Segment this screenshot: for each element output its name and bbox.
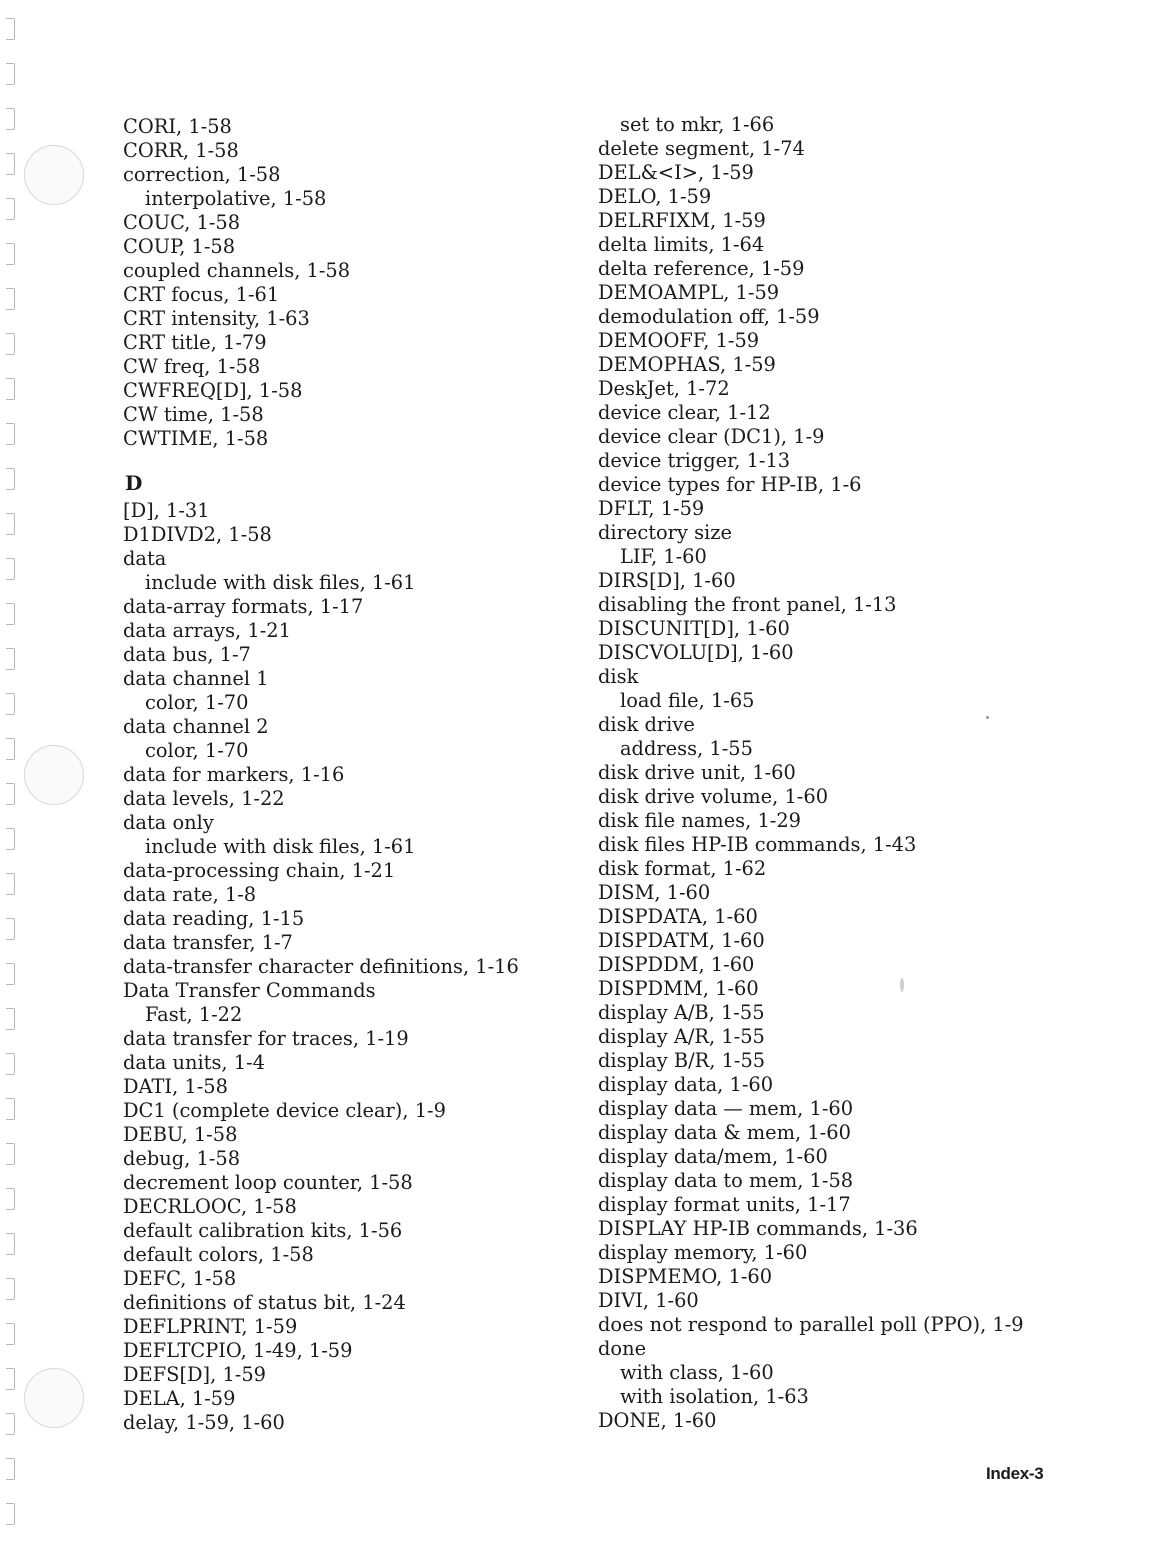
index-entry: disk drive volume, 1-60 <box>598 785 829 808</box>
index-entry: display data & mem, 1-60 <box>598 1121 851 1144</box>
index-entry: DEFLTCPIO, 1-49, 1-59 <box>123 1339 353 1362</box>
index-entry: display data/mem, 1-60 <box>598 1145 828 1168</box>
index-entry: DEFS[D], 1-59 <box>123 1363 267 1386</box>
index-entry: address, 1-55 <box>620 737 753 760</box>
index-entry: DISM, 1-60 <box>598 881 711 904</box>
index-entry: coupled channels, 1-58 <box>123 259 351 282</box>
index-entry: data channel 1 <box>123 667 269 690</box>
section-letter: D <box>125 471 143 495</box>
index-entry: disk files HP-IB commands, 1-43 <box>598 833 917 856</box>
index-entry: device clear (DC1), 1-9 <box>598 425 825 448</box>
index-entry: Data Transfer Commands <box>123 979 376 1002</box>
index-entry: disk drive <box>598 713 695 736</box>
index-entry: display format units, 1-17 <box>598 1193 851 1216</box>
index-entry: DEMOPHAS, 1-59 <box>598 353 776 376</box>
index-entry: set to mkr, 1-66 <box>620 113 775 136</box>
index-entry: DELRFIXM, 1-59 <box>598 209 766 232</box>
index-entry: data reading, 1-15 <box>123 907 305 930</box>
index-entry: DELO, 1-59 <box>598 185 712 208</box>
punch-hole <box>24 145 84 205</box>
index-entry: display B/R, 1-55 <box>598 1049 766 1072</box>
index-entry: data transfer, 1-7 <box>123 931 293 954</box>
index-entry: DEFLPRINT, 1-59 <box>123 1315 298 1338</box>
index-entry: Fast, 1-22 <box>145 1003 243 1026</box>
index-entry: DeskJet, 1-72 <box>598 377 730 400</box>
index-entry: DISPDDM, 1-60 <box>598 953 755 976</box>
index-entry: disk format, 1-62 <box>598 857 767 880</box>
index-column-left <box>123 115 553 1435</box>
index-entries-c <box>123 115 553 451</box>
index-entry: DEBU, 1-58 <box>123 1123 238 1146</box>
index-entry: does not respond to parallel poll (PPO), 1-9 <box>598 1313 1024 1336</box>
index-entry: DECRLOOC, 1-58 <box>123 1195 297 1218</box>
index-entry: definitions of status bit, 1-24 <box>123 1291 406 1314</box>
index-entry: correction, 1-58 <box>123 163 281 186</box>
index-entry: CWFREQ[D], 1-58 <box>123 379 303 402</box>
index-entry: decrement loop counter, 1-58 <box>123 1171 413 1194</box>
index-entry: DC1 (complete device clear), 1-9 <box>123 1099 446 1122</box>
index-entry: CRT title, 1-79 <box>123 331 267 354</box>
index-entry: CORR, 1-58 <box>123 139 239 162</box>
punch-hole <box>24 745 84 805</box>
index-entries-right <box>598 113 1098 1433</box>
index-column-right <box>598 113 1098 1433</box>
index-entry: data-transfer character definitions, 1-16 <box>123 955 519 978</box>
index-entry: D1DIVD2, 1-58 <box>123 523 272 546</box>
index-entry: DATI, 1-58 <box>123 1075 228 1098</box>
binder-strip <box>0 18 20 1538</box>
index-entry: debug, 1-58 <box>123 1147 241 1170</box>
index-entry: DONE, 1-60 <box>598 1409 717 1432</box>
index-entry: CWTIME, 1-58 <box>123 427 269 450</box>
index-entry: data-array formats, 1-17 <box>123 595 364 618</box>
index-entry: delta limits, 1-64 <box>598 233 765 256</box>
index-entry: CORI, 1-58 <box>123 115 232 138</box>
index-entry: interpolative, 1-58 <box>145 187 327 210</box>
index-entry: device clear, 1-12 <box>598 401 771 424</box>
index-entry: DISPDATA, 1-60 <box>598 905 758 928</box>
index-entry: COUP, 1-58 <box>123 235 236 258</box>
index-entry: default calibration kits, 1-56 <box>123 1219 403 1242</box>
index-entry: data only <box>123 811 214 834</box>
index-entry: display data — mem, 1-60 <box>598 1097 854 1120</box>
index-entry: DISCVOLU[D], 1-60 <box>598 641 794 664</box>
page-number: Index-3 <box>986 1464 1044 1483</box>
index-entry: disk file names, 1-29 <box>598 809 802 832</box>
index-entry: display memory, 1-60 <box>598 1241 808 1264</box>
index-entry: with class, 1-60 <box>620 1361 774 1384</box>
index-entry: done <box>598 1337 647 1360</box>
scan-speck <box>986 716 989 719</box>
index-entry: delta reference, 1-59 <box>598 257 805 280</box>
index-entry: data transfer for traces, 1-19 <box>123 1027 409 1050</box>
index-entry: include with disk files, 1-61 <box>145 835 416 858</box>
index-entry: default colors, 1-58 <box>123 1243 314 1266</box>
index-entry: disabling the front panel, 1-13 <box>598 593 897 616</box>
index-entry: data channel 2 <box>123 715 269 738</box>
index-entry: LIF, 1-60 <box>620 545 707 568</box>
index-entry: [D], 1-31 <box>123 499 210 522</box>
index-entry: load file, 1-65 <box>620 689 755 712</box>
index-entries-d <box>123 499 553 1435</box>
index-entry: CRT focus, 1-61 <box>123 283 280 306</box>
index-entry: DISPMEMO, 1-60 <box>598 1265 773 1288</box>
index-entry: device types for HP-IB, 1-6 <box>598 473 862 496</box>
index-entry: DISPDMM, 1-60 <box>598 977 759 1000</box>
index-entry: CW time, 1-58 <box>123 403 264 426</box>
index-entry: data units, 1-4 <box>123 1051 265 1074</box>
index-entry: data-processing chain, 1-21 <box>123 859 396 882</box>
index-entry: DEMOAMPL, 1-59 <box>598 281 780 304</box>
index-entry: data levels, 1-22 <box>123 787 285 810</box>
index-entry: include with disk files, 1-61 <box>145 571 416 594</box>
index-entry: DISPLAY HP-IB commands, 1-36 <box>598 1217 918 1240</box>
index-entry: display A/R, 1-55 <box>598 1025 765 1048</box>
index-entry: device trigger, 1-13 <box>598 449 791 472</box>
index-entry: DEFC, 1-58 <box>123 1267 237 1290</box>
index-entry: display data, 1-60 <box>598 1073 774 1096</box>
index-entry: data bus, 1-7 <box>123 643 251 666</box>
index-entry: display data to mem, 1-58 <box>598 1169 854 1192</box>
index-entry: DELA, 1-59 <box>123 1387 236 1410</box>
index-entry: data rate, 1-8 <box>123 883 257 906</box>
index-entry: directory size <box>598 521 732 544</box>
index-entry: COUC, 1-58 <box>123 211 241 234</box>
index-entry: color, 1-70 <box>145 691 249 714</box>
index-entry: CRT intensity, 1-63 <box>123 307 310 330</box>
index-entry: DIVI, 1-60 <box>598 1289 699 1312</box>
index-entry: DIRS[D], 1-60 <box>598 569 736 592</box>
index-entry: delete segment, 1-74 <box>598 137 805 160</box>
index-entry: disk drive unit, 1-60 <box>598 761 796 784</box>
index-entry: delay, 1-59, 1-60 <box>123 1411 285 1434</box>
index-entry: demodulation off, 1-59 <box>598 305 820 328</box>
index-entry: CW freq, 1-58 <box>123 355 261 378</box>
index-entry: disk <box>598 665 639 688</box>
index-entry: DISPDATM, 1-60 <box>598 929 765 952</box>
index-entry: data arrays, 1-21 <box>123 619 291 642</box>
index-entry: DEL&<I>, 1-59 <box>598 161 754 184</box>
index-entry: DEMOOFF, 1-59 <box>598 329 760 352</box>
index-entry: display A/B, 1-55 <box>598 1001 765 1024</box>
index-entry: data <box>123 547 167 570</box>
index-entry: DISCUNIT[D], 1-60 <box>598 617 790 640</box>
index-entry: color, 1-70 <box>145 739 249 762</box>
index-entry: data for markers, 1-16 <box>123 763 345 786</box>
scan-speck <box>900 978 904 992</box>
index-entry: with isolation, 1-63 <box>620 1385 809 1408</box>
punch-hole <box>24 1368 84 1428</box>
index-entry: DFLT, 1-59 <box>598 497 705 520</box>
